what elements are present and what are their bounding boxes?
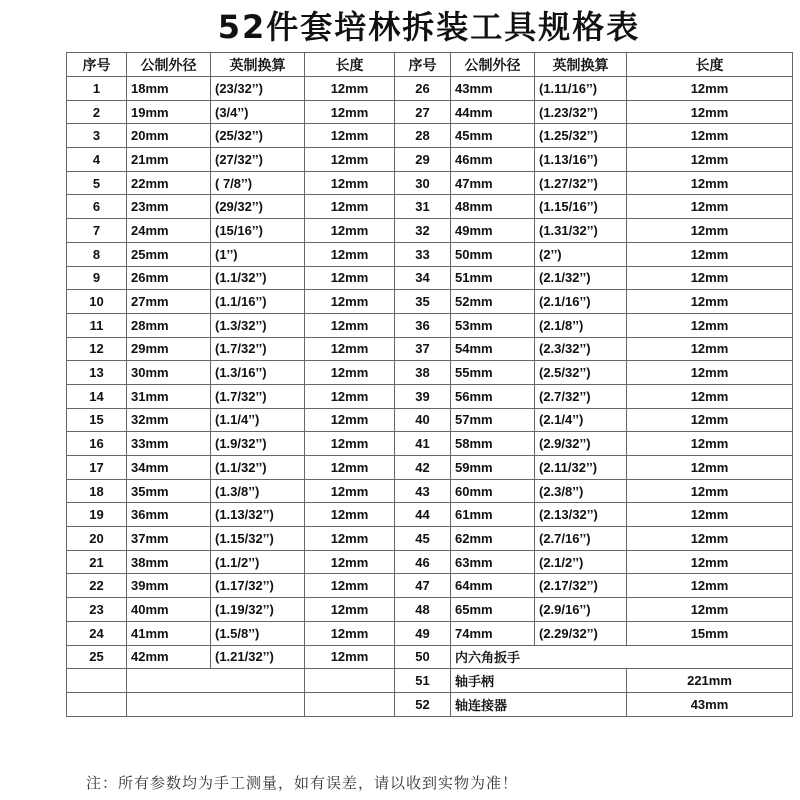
seq-cell: 33 xyxy=(395,242,451,266)
length-cell: 12mm xyxy=(305,527,395,551)
inch-cell: (2.1/8’’) xyxy=(535,313,627,337)
empty-cell xyxy=(67,669,127,693)
inch-cell: (1.17/32’’) xyxy=(211,574,305,598)
seq-cell: 17 xyxy=(67,456,127,480)
metric-cell: 33mm xyxy=(127,432,211,456)
metric-cell: 20mm xyxy=(127,124,211,148)
table-row xyxy=(67,361,793,385)
inch-cell: (1.3/32’’) xyxy=(211,313,305,337)
header-cell: 序号 xyxy=(395,53,451,77)
seq-cell: 46 xyxy=(395,550,451,574)
inch-cell: (1.1/2’’) xyxy=(211,550,305,574)
metric-cell: 43mm xyxy=(451,77,535,101)
inch-cell: (1.9/32’’) xyxy=(211,432,305,456)
inch-cell: (1.1/4’’) xyxy=(211,408,305,432)
inch-cell: (2.9/16’’) xyxy=(535,598,627,622)
length-cell: 15mm xyxy=(627,621,793,645)
length-cell: 12mm xyxy=(627,598,793,622)
table-row xyxy=(67,124,793,148)
metric-cell: 46mm xyxy=(451,148,535,172)
seq-cell: 10 xyxy=(67,290,127,314)
length-cell: 12mm xyxy=(627,384,793,408)
length-cell: 12mm xyxy=(627,337,793,361)
inch-cell: (2.29/32’’) xyxy=(535,621,627,645)
empty-cell xyxy=(127,692,305,716)
inch-cell: (1.15/16’’) xyxy=(535,195,627,219)
table-row xyxy=(67,645,793,669)
length-cell: 12mm xyxy=(627,266,793,290)
metric-cell: 27mm xyxy=(127,290,211,314)
metric-cell: 45mm xyxy=(451,124,535,148)
metric-cell: 59mm xyxy=(451,456,535,480)
inch-cell: (29/32’’) xyxy=(211,195,305,219)
length-cell: 12mm xyxy=(627,408,793,432)
length-cell: 12mm xyxy=(305,124,395,148)
inch-cell: (1.7/32’’) xyxy=(211,337,305,361)
metric-cell: 63mm xyxy=(451,550,535,574)
table-row xyxy=(67,219,793,243)
metric-cell: 74mm xyxy=(451,621,535,645)
accessory-length-cell: 43mm xyxy=(627,692,793,716)
empty-cell xyxy=(305,669,395,693)
length-cell: 12mm xyxy=(627,574,793,598)
header-cell: 英制换算 xyxy=(535,53,627,77)
length-cell: 12mm xyxy=(305,100,395,124)
seq-cell: 38 xyxy=(395,361,451,385)
seq-cell: 14 xyxy=(67,384,127,408)
inch-cell: (2.1/32’’) xyxy=(535,266,627,290)
length-cell: 12mm xyxy=(627,195,793,219)
seq-cell: 35 xyxy=(395,290,451,314)
metric-cell: 37mm xyxy=(127,527,211,551)
metric-cell: 23mm xyxy=(127,195,211,219)
length-cell: 12mm xyxy=(627,219,793,243)
inch-cell: (2.7/16’’) xyxy=(535,527,627,551)
seq-cell: 43 xyxy=(395,479,451,503)
empty-cell xyxy=(305,692,395,716)
metric-cell: 49mm xyxy=(451,219,535,243)
inch-cell: (15/16’’) xyxy=(211,219,305,243)
seq-cell: 11 xyxy=(67,313,127,337)
table-row xyxy=(67,669,793,693)
spec-table xyxy=(66,52,793,717)
inch-cell: (1.25/32’’) xyxy=(535,124,627,148)
length-cell: 12mm xyxy=(627,124,793,148)
inch-cell: (2.7/32’’) xyxy=(535,384,627,408)
metric-cell: 30mm xyxy=(127,361,211,385)
seq-cell: 29 xyxy=(395,148,451,172)
inch-cell: (2.5/32’’) xyxy=(535,361,627,385)
table-row xyxy=(67,408,793,432)
inch-cell: (1.27/32’’) xyxy=(535,171,627,195)
seq-cell: 45 xyxy=(395,527,451,551)
seq-cell: 44 xyxy=(395,503,451,527)
inch-cell: ( 7/8’’) xyxy=(211,171,305,195)
seq-cell: 30 xyxy=(395,171,451,195)
accessory-name-cell: 轴手柄 xyxy=(451,669,627,693)
inch-cell: (1.1/32’’) xyxy=(211,456,305,480)
inch-cell: (2.17/32’’) xyxy=(535,574,627,598)
inch-cell: (1.31/32’’) xyxy=(535,219,627,243)
length-cell: 12mm xyxy=(305,361,395,385)
metric-cell: 50mm xyxy=(451,242,535,266)
inch-cell: (1.3/8’’) xyxy=(211,479,305,503)
inch-cell: (2.1/4’’) xyxy=(535,408,627,432)
accessory-length-cell: 221mm xyxy=(627,669,793,693)
length-cell: 12mm xyxy=(305,242,395,266)
table-row xyxy=(67,195,793,219)
seq-cell: 31 xyxy=(395,195,451,219)
metric-cell: 58mm xyxy=(451,432,535,456)
inch-cell: (1.1/16’’) xyxy=(211,290,305,314)
table-row xyxy=(67,148,793,172)
seq-cell: 4 xyxy=(67,148,127,172)
page-title: 52件套培林拆装工具规格表 xyxy=(217,8,641,46)
length-cell: 12mm xyxy=(305,621,395,645)
seq-cell: 24 xyxy=(67,621,127,645)
seq-cell: 25 xyxy=(67,645,127,669)
inch-cell: (23/32’’) xyxy=(211,77,305,101)
seq-cell: 20 xyxy=(67,527,127,551)
accessory-name-cell: 轴连接器 xyxy=(451,692,627,716)
length-cell: 12mm xyxy=(305,645,395,669)
metric-cell: 36mm xyxy=(127,503,211,527)
metric-cell: 39mm xyxy=(127,574,211,598)
length-cell: 12mm xyxy=(627,290,793,314)
table-row xyxy=(67,527,793,551)
seq-cell: 21 xyxy=(67,550,127,574)
length-cell: 12mm xyxy=(627,148,793,172)
table-row xyxy=(67,432,793,456)
seq-cell: 48 xyxy=(395,598,451,622)
table-body xyxy=(67,53,793,717)
seq-cell: 6 xyxy=(67,195,127,219)
metric-cell: 28mm xyxy=(127,313,211,337)
metric-cell: 29mm xyxy=(127,337,211,361)
inch-cell: (2.13/32’’) xyxy=(535,503,627,527)
metric-cell: 56mm xyxy=(451,384,535,408)
inch-cell: (1.13/32’’) xyxy=(211,503,305,527)
metric-cell: 34mm xyxy=(127,456,211,480)
inch-cell: (2.3/32’’) xyxy=(535,337,627,361)
seq-cell: 47 xyxy=(395,574,451,598)
table-row xyxy=(67,692,793,716)
seq-cell: 51 xyxy=(395,669,451,693)
length-cell: 12mm xyxy=(305,503,395,527)
length-cell: 12mm xyxy=(305,290,395,314)
inch-cell: (1.19/32’’) xyxy=(211,598,305,622)
seq-cell: 8 xyxy=(67,242,127,266)
header-cell: 长度 xyxy=(305,53,395,77)
empty-cell xyxy=(67,692,127,716)
inch-cell: (1.3/16’’) xyxy=(211,361,305,385)
seq-cell: 39 xyxy=(395,384,451,408)
inch-cell: (1.15/32’’) xyxy=(211,527,305,551)
metric-cell: 38mm xyxy=(127,550,211,574)
metric-cell: 41mm xyxy=(127,621,211,645)
metric-cell: 18mm xyxy=(127,77,211,101)
seq-cell: 12 xyxy=(67,337,127,361)
header-cell: 序号 xyxy=(67,53,127,77)
length-cell: 12mm xyxy=(305,432,395,456)
table-row xyxy=(67,337,793,361)
seq-cell: 1 xyxy=(67,77,127,101)
metric-cell: 42mm xyxy=(127,645,211,669)
seq-cell: 18 xyxy=(67,479,127,503)
inch-cell: (1.13/16’’) xyxy=(535,148,627,172)
metric-cell: 51mm xyxy=(451,266,535,290)
inch-cell: (2’’) xyxy=(535,242,627,266)
table-row xyxy=(67,479,793,503)
inch-cell: (3/4’’) xyxy=(211,100,305,124)
length-cell: 12mm xyxy=(305,337,395,361)
length-cell: 12mm xyxy=(305,171,395,195)
length-cell: 12mm xyxy=(305,219,395,243)
header-cell: 公制外径 xyxy=(451,53,535,77)
inch-cell: (2.3/8’’) xyxy=(535,479,627,503)
table-row xyxy=(67,384,793,408)
footnote: 注：所有参数均为手工测量，如有误差，请以收到实物为准！ xyxy=(86,774,519,792)
metric-cell: 26mm xyxy=(127,266,211,290)
inch-cell: (2.9/32’’) xyxy=(535,432,627,456)
seq-cell: 37 xyxy=(395,337,451,361)
metric-cell: 22mm xyxy=(127,171,211,195)
seq-cell: 36 xyxy=(395,313,451,337)
seq-cell: 27 xyxy=(395,100,451,124)
length-cell: 12mm xyxy=(627,313,793,337)
length-cell: 12mm xyxy=(305,195,395,219)
metric-cell: 21mm xyxy=(127,148,211,172)
metric-cell: 65mm xyxy=(451,598,535,622)
table-row xyxy=(67,290,793,314)
metric-cell: 44mm xyxy=(451,100,535,124)
seq-cell: 5 xyxy=(67,171,127,195)
seq-cell: 32 xyxy=(395,219,451,243)
seq-cell: 3 xyxy=(67,124,127,148)
empty-cell xyxy=(127,669,305,693)
inch-cell: (2.1/16’’) xyxy=(535,290,627,314)
length-cell: 12mm xyxy=(627,550,793,574)
length-cell: 12mm xyxy=(627,361,793,385)
metric-cell: 57mm xyxy=(451,408,535,432)
length-cell: 12mm xyxy=(305,479,395,503)
length-cell: 12mm xyxy=(627,456,793,480)
seq-cell: 15 xyxy=(67,408,127,432)
metric-cell: 52mm xyxy=(451,290,535,314)
table-row xyxy=(67,313,793,337)
table-row xyxy=(67,242,793,266)
seq-cell: 13 xyxy=(67,361,127,385)
table-row xyxy=(67,550,793,574)
inch-cell: (1.5/8’’) xyxy=(211,621,305,645)
inch-cell: (1.11/16’’) xyxy=(535,77,627,101)
header-cell: 公制外径 xyxy=(127,53,211,77)
inch-cell: (27/32’’) xyxy=(211,148,305,172)
metric-cell: 35mm xyxy=(127,479,211,503)
seq-cell: 23 xyxy=(67,598,127,622)
seq-cell: 19 xyxy=(67,503,127,527)
inch-cell: (2.1/2’’) xyxy=(535,550,627,574)
header-row xyxy=(67,53,793,77)
accessory-name-cell: 内六角扳手 xyxy=(451,645,793,669)
seq-cell: 26 xyxy=(395,77,451,101)
seq-cell: 52 xyxy=(395,692,451,716)
table-row xyxy=(67,574,793,598)
length-cell: 12mm xyxy=(627,503,793,527)
metric-cell: 47mm xyxy=(451,171,535,195)
metric-cell: 31mm xyxy=(127,384,211,408)
length-cell: 12mm xyxy=(305,77,395,101)
seq-cell: 7 xyxy=(67,219,127,243)
table-row xyxy=(67,621,793,645)
seq-cell: 49 xyxy=(395,621,451,645)
inch-cell: (2.11/32’’) xyxy=(535,456,627,480)
inch-cell: (25/32’’) xyxy=(211,124,305,148)
length-cell: 12mm xyxy=(305,550,395,574)
table-row xyxy=(67,266,793,290)
seq-cell: 22 xyxy=(67,574,127,598)
seq-cell: 28 xyxy=(395,124,451,148)
length-cell: 12mm xyxy=(627,171,793,195)
length-cell: 12mm xyxy=(627,432,793,456)
metric-cell: 32mm xyxy=(127,408,211,432)
table-row xyxy=(67,456,793,480)
inch-cell: (1.23/32’’) xyxy=(535,100,627,124)
table-row xyxy=(67,171,793,195)
metric-cell: 64mm xyxy=(451,574,535,598)
length-cell: 12mm xyxy=(627,527,793,551)
seq-cell: 9 xyxy=(67,266,127,290)
table-row xyxy=(67,77,793,101)
seq-cell: 41 xyxy=(395,432,451,456)
length-cell: 12mm xyxy=(305,574,395,598)
metric-cell: 62mm xyxy=(451,527,535,551)
length-cell: 12mm xyxy=(305,598,395,622)
seq-cell: 2 xyxy=(67,100,127,124)
metric-cell: 54mm xyxy=(451,337,535,361)
metric-cell: 19mm xyxy=(127,100,211,124)
inch-cell: (1.21/32’’) xyxy=(211,645,305,669)
seq-cell: 50 xyxy=(395,645,451,669)
table-row xyxy=(67,598,793,622)
table-row xyxy=(67,503,793,527)
seq-cell: 42 xyxy=(395,456,451,480)
metric-cell: 53mm xyxy=(451,313,535,337)
inch-cell: (1’’) xyxy=(211,242,305,266)
length-cell: 12mm xyxy=(305,384,395,408)
length-cell: 12mm xyxy=(305,148,395,172)
metric-cell: 61mm xyxy=(451,503,535,527)
table-row xyxy=(67,100,793,124)
inch-cell: (1.7/32’’) xyxy=(211,384,305,408)
metric-cell: 25mm xyxy=(127,242,211,266)
length-cell: 12mm xyxy=(627,479,793,503)
metric-cell: 48mm xyxy=(451,195,535,219)
header-cell: 英制换算 xyxy=(211,53,305,77)
length-cell: 12mm xyxy=(627,77,793,101)
metric-cell: 55mm xyxy=(451,361,535,385)
seq-cell: 16 xyxy=(67,432,127,456)
header-cell: 长度 xyxy=(627,53,793,77)
seq-cell: 40 xyxy=(395,408,451,432)
length-cell: 12mm xyxy=(305,313,395,337)
length-cell: 12mm xyxy=(627,100,793,124)
metric-cell: 60mm xyxy=(451,479,535,503)
length-cell: 12mm xyxy=(305,408,395,432)
metric-cell: 40mm xyxy=(127,598,211,622)
metric-cell: 24mm xyxy=(127,219,211,243)
seq-cell: 34 xyxy=(395,266,451,290)
inch-cell: (1.1/32’’) xyxy=(211,266,305,290)
length-cell: 12mm xyxy=(305,456,395,480)
length-cell: 12mm xyxy=(305,266,395,290)
length-cell: 12mm xyxy=(627,242,793,266)
